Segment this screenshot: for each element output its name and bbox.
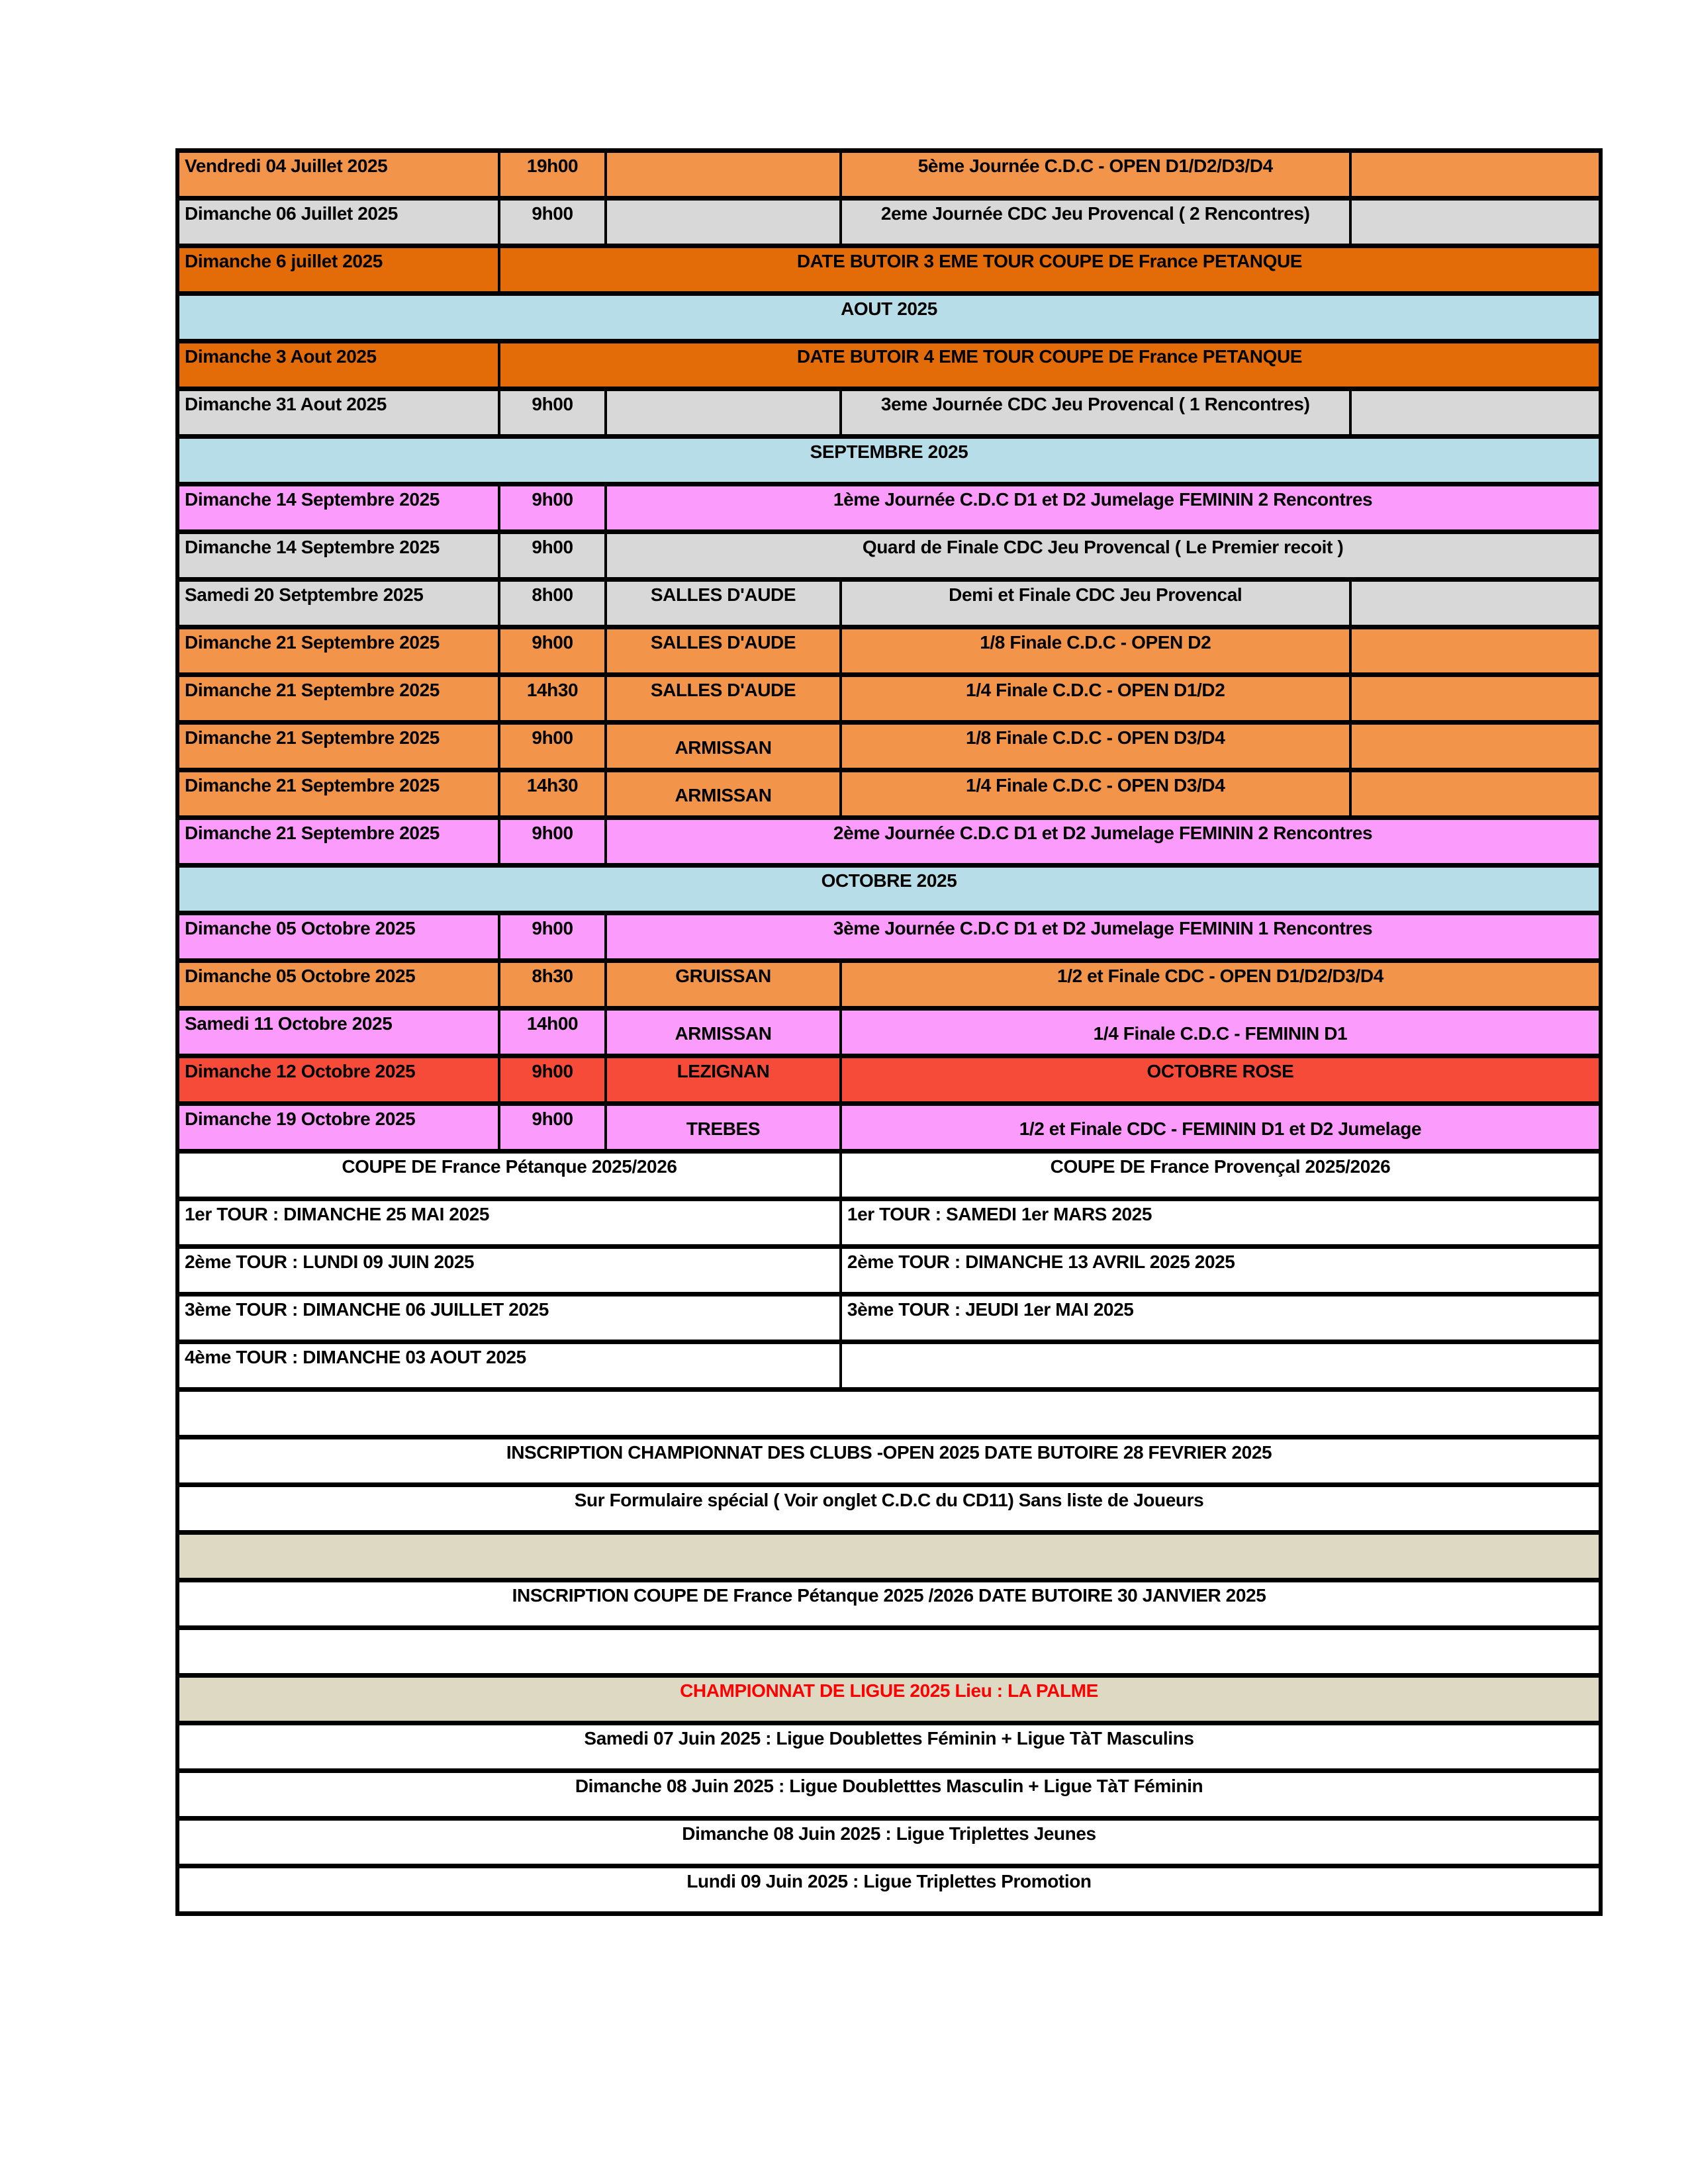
table-row	[177, 1580, 1601, 1628]
section-title-cell: COUPE DE France Provençal 2025/2026	[841, 1152, 1601, 1199]
event-cell: 3ème Journée C.D.C D1 et D2 Jumelage FEMININ 1 Rencontres	[606, 913, 1601, 961]
event-cell: 1/2 et Finale CDC - OPEN D1/D2/D3/D4	[841, 961, 1601, 1009]
tour-cell: 2ème TOUR : LUNDI 09 JUIN 2025	[177, 1247, 841, 1295]
spacer-cell	[177, 1628, 1601, 1676]
date-cell: Dimanche 6 juillet 2025	[177, 246, 499, 294]
event-cell: 1/4 Finale C.D.C - OPEN D1/D2	[841, 675, 1350, 723]
table-row	[177, 770, 1601, 818]
date-cell: Dimanche 19 Octobre 2025	[177, 1104, 499, 1152]
section-title-cell: COUPE DE France Pétanque 2025/2026	[177, 1152, 841, 1199]
table-row	[177, 1295, 1601, 1342]
table-row	[177, 1819, 1601, 1866]
table-row	[177, 1676, 1601, 1723]
calendar-sheet	[175, 148, 1603, 1916]
note-cell: Lundi 09 Juin 2025 : Ligue Triplettes Promotion	[177, 1866, 1601, 1914]
tour-cell: 4ème TOUR : DIMANCHE 03 AOUT 2025	[177, 1342, 841, 1390]
table-row	[177, 866, 1601, 913]
table-row	[177, 913, 1601, 961]
note-cell: Samedi 07 Juin 2025 : Ligue Doublettes Féminin + Ligue TàT Masculins	[177, 1723, 1601, 1771]
time-cell: 9h00	[499, 818, 606, 866]
note-cell: INSCRIPTION COUPE DE France Pétanque 2025 /2026 DATE BUTOIRE 30 JANVIER 2025	[177, 1580, 1601, 1628]
table-row	[177, 1342, 1601, 1390]
event-cell: 1ème Journée C.D.C D1 et D2 Jumelage FEMININ 2 Rencontres	[606, 484, 1601, 532]
tour-cell	[841, 1342, 1601, 1390]
note-cell: INSCRIPTION CHAMPIONNAT DES CLUBS -OPEN 2025 DATE BUTOIRE 28 FEVRIER 2025	[177, 1437, 1601, 1485]
time-cell: 9h00	[499, 723, 606, 770]
table-row	[177, 818, 1601, 866]
time-cell: 14h30	[499, 770, 606, 818]
table-row	[177, 341, 1601, 389]
table-row	[177, 1771, 1601, 1819]
date-cell: Dimanche 12 Octobre 2025	[177, 1056, 499, 1104]
venue-cell: SALLES D'AUDE	[606, 580, 841, 627]
table-row	[177, 627, 1601, 675]
table-row	[177, 1485, 1601, 1533]
venue-cell: SALLES D'AUDE	[606, 627, 841, 675]
venue-cell	[606, 199, 841, 246]
event-cell: 1/2 et Finale CDC - FEMININ D1 et D2 Jumelage	[841, 1104, 1601, 1152]
table-row	[177, 723, 1601, 770]
event-cell: 2eme Journée CDC Jeu Provencal ( 2 Rencontres)	[841, 199, 1350, 246]
time-cell: 8h30	[499, 961, 606, 1009]
table-row	[177, 1533, 1601, 1580]
venue-cell: ARMISSAN	[606, 1009, 841, 1056]
time-cell: 8h00	[499, 580, 606, 627]
spacer-cell	[1350, 389, 1601, 437]
date-cell: Dimanche 14 Septembre 2025	[177, 484, 499, 532]
date-cell: Samedi 11 Octobre 2025	[177, 1009, 499, 1056]
tour-cell: 3ème TOUR : DIMANCHE 06 JUILLET 2025	[177, 1295, 841, 1342]
section-title-cell: CHAMPIONNAT DE LIGUE 2025 Lieu : LA PALME	[177, 1676, 1601, 1723]
table-row	[177, 1199, 1601, 1247]
table-row	[177, 580, 1601, 627]
table-row	[177, 1056, 1601, 1104]
table-row	[177, 199, 1601, 246]
note-cell: Dimanche 08 Juin 2025 : Ligue Doubletttes Masculin + Ligue TàT Féminin	[177, 1771, 1601, 1819]
venue-cell	[606, 151, 841, 199]
table-row	[177, 1628, 1601, 1676]
date-cell: Dimanche 21 Septembre 2025	[177, 723, 499, 770]
venue-cell: SALLES D'AUDE	[606, 675, 841, 723]
time-cell: 9h00	[499, 1104, 606, 1152]
table-row	[177, 246, 1601, 294]
spacer-cell	[177, 1390, 1601, 1437]
spacer-cell	[1350, 770, 1601, 818]
tour-cell: 1er TOUR : SAMEDI 1er MARS 2025	[841, 1199, 1601, 1247]
table-row	[177, 294, 1601, 341]
table-row	[177, 532, 1601, 580]
event-cell: DATE BUTOIR 3 EME TOUR COUPE DE France PETANQUE	[499, 246, 1601, 294]
table-row	[177, 1247, 1601, 1295]
event-cell: 1/4 Finale C.D.C - FEMININ D1	[841, 1009, 1601, 1056]
table-row	[177, 961, 1601, 1009]
spacer-cell	[1350, 723, 1601, 770]
date-cell: Vendredi 04 Juillet 2025	[177, 151, 499, 199]
time-cell: 14h00	[499, 1009, 606, 1056]
tour-cell: 3ème TOUR : JEUDI 1er MAI 2025	[841, 1295, 1601, 1342]
table-row	[177, 437, 1601, 484]
event-cell: 1/8 Finale C.D.C - OPEN D2	[841, 627, 1350, 675]
date-cell: Dimanche 31 Aout 2025	[177, 389, 499, 437]
event-cell: 2ème Journée C.D.C D1 et D2 Jumelage FEMININ 2 Rencontres	[606, 818, 1601, 866]
table-row	[177, 675, 1601, 723]
venue-cell	[606, 389, 841, 437]
month-header-cell: SEPTEMBRE 2025	[177, 437, 1601, 484]
table-row	[177, 1152, 1601, 1199]
spacer-cell	[1350, 675, 1601, 723]
table-row	[177, 1437, 1601, 1485]
event-cell: OCTOBRE ROSE	[841, 1056, 1601, 1104]
note-cell: Sur Formulaire spécial ( Voir onglet C.D.C du CD11) Sans liste de Joueurs	[177, 1485, 1601, 1533]
calendar-table	[175, 148, 1603, 1916]
time-cell: 9h00	[499, 199, 606, 246]
date-cell: Dimanche 06 Juillet 2025	[177, 199, 499, 246]
tour-cell: 2ème TOUR : DIMANCHE 13 AVRIL 2025 2025	[841, 1247, 1601, 1295]
table-row	[177, 1104, 1601, 1152]
time-cell: 9h00	[499, 1056, 606, 1104]
time-cell: 9h00	[499, 913, 606, 961]
time-cell: 19h00	[499, 151, 606, 199]
event-cell: Quard de Finale CDC Jeu Provencal ( Le Premier recoit )	[606, 532, 1601, 580]
table-row	[177, 484, 1601, 532]
event-cell: DATE BUTOIR 4 EME TOUR COUPE DE France PETANQUE	[499, 341, 1601, 389]
time-cell: 9h00	[499, 389, 606, 437]
time-cell: 9h00	[499, 627, 606, 675]
venue-cell: TREBES	[606, 1104, 841, 1152]
spacer-cell	[1350, 151, 1601, 199]
time-cell: 14h30	[499, 675, 606, 723]
tour-cell: 1er TOUR : DIMANCHE 25 MAI 2025	[177, 1199, 841, 1247]
date-cell: Dimanche 05 Octobre 2025	[177, 913, 499, 961]
venue-cell: LEZIGNAN	[606, 1056, 841, 1104]
table-row	[177, 1723, 1601, 1771]
date-cell: Dimanche 3 Aout 2025	[177, 341, 499, 389]
date-cell: Dimanche 14 Septembre 2025	[177, 532, 499, 580]
table-row	[177, 1390, 1601, 1437]
event-cell: 5ème Journée C.D.C - OPEN D1/D2/D3/D4	[841, 151, 1350, 199]
table-row	[177, 1866, 1601, 1914]
event-cell: Demi et Finale CDC Jeu Provencal	[841, 580, 1350, 627]
table-row	[177, 389, 1601, 437]
event-cell: 1/4 Finale C.D.C - OPEN D3/D4	[841, 770, 1350, 818]
date-cell: Dimanche 21 Septembre 2025	[177, 675, 499, 723]
event-cell: 1/8 Finale C.D.C - OPEN D3/D4	[841, 723, 1350, 770]
event-cell: 3eme Journée CDC Jeu Provencal ( 1 Rencontres)	[841, 389, 1350, 437]
spacer-cell	[177, 1533, 1601, 1580]
month-header-cell: AOUT 2025	[177, 294, 1601, 341]
table-row	[177, 151, 1601, 199]
spacer-cell	[1350, 580, 1601, 627]
venue-cell: ARMISSAN	[606, 770, 841, 818]
venue-cell: GRUISSAN	[606, 961, 841, 1009]
spacer-cell	[1350, 199, 1601, 246]
time-cell: 9h00	[499, 484, 606, 532]
date-cell: Dimanche 21 Septembre 2025	[177, 627, 499, 675]
date-cell: Samedi 20 Setptembre 2025	[177, 580, 499, 627]
date-cell: Dimanche 05 Octobre 2025	[177, 961, 499, 1009]
date-cell: Dimanche 21 Septembre 2025	[177, 818, 499, 866]
spacer-cell	[1350, 627, 1601, 675]
time-cell: 9h00	[499, 532, 606, 580]
date-cell: Dimanche 21 Septembre 2025	[177, 770, 499, 818]
month-header-cell: OCTOBRE 2025	[177, 866, 1601, 913]
table-row	[177, 1009, 1601, 1056]
venue-cell: ARMISSAN	[606, 723, 841, 770]
note-cell: Dimanche 08 Juin 2025 : Ligue Triplettes Jeunes	[177, 1819, 1601, 1866]
